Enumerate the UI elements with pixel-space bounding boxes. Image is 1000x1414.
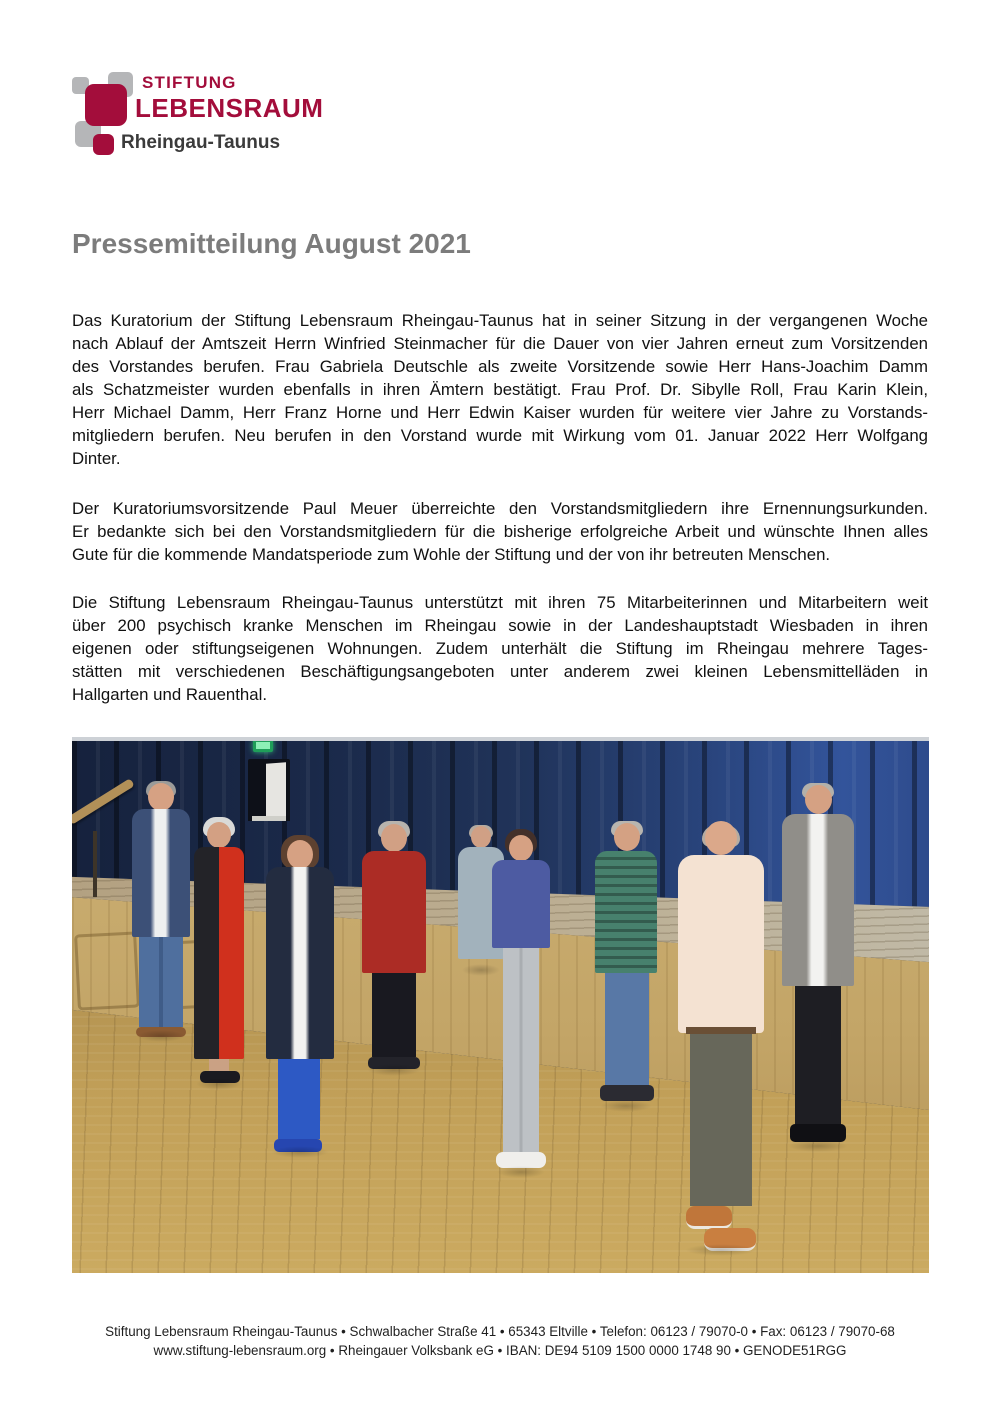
paragraph-certificates [72, 497, 928, 566]
door [248, 759, 290, 821]
logo-text-lebensraum: LEBENSRAUM [135, 93, 324, 123]
text-line: Gute für die kommende Mandatsperiode zum Wohle der Stiftung und der von ihr betreuten Menschen. [72, 545, 831, 564]
text-line: Der Kuratoriumsvorsitzende Paul Meuer überreichte den Vorstandsmitgliedern ihre Ernennungsurkunden. [72, 499, 928, 518]
door-threshold [252, 816, 286, 821]
page-title: Pressemitteilung August 2021 [72, 228, 471, 259]
text-line: stätten mit verschiedenen Beschäftigungsangeboten unter anderem zwei kleinen Lebensmittelläden in [72, 662, 928, 681]
door-leaf [266, 762, 286, 817]
person-figure-red-polo [362, 821, 426, 1071]
paragraph-foundation-info [72, 591, 928, 706]
person-figure-black-red-dress [192, 817, 246, 1085]
person-figure-navy-suit [132, 781, 190, 1037]
person-figure-navy-blazer [266, 835, 334, 1153]
text-line: mitgliedern berufen. Neu berufen in den Vorstand wurde mit Wirkung vom 01. Januar 2022 Herr Wolfgang [72, 426, 928, 445]
handrail-post [93, 831, 97, 897]
logo-red-square-icon [93, 134, 114, 155]
person-figure-gray-suit [782, 783, 854, 1147]
text-line: Das Kuratorium der Stiftung Lebensraum Rheingau-Taunus hat in seiner Sitzung in der vergangenen Woche [72, 311, 928, 330]
text-line: des Vorstandes berufen. Frau Gabriela Deutschle als zweite Vorsitzende sowie Herr Hans-Joachim Damm [72, 357, 928, 376]
logo-text-stiftung: STIFTUNG [142, 73, 237, 92]
group-photo [72, 737, 929, 1273]
paragraph-board-appointments [72, 309, 928, 470]
text-line: Die Stiftung Lebensraum Rheingau-Taunus unterstützt mit ihren 75 Mitarbeiterinnen und Mitarbeitern weit [72, 593, 928, 612]
text-line: Herr Michael Damm, Herr Franz Horne und Herr Edwin Kaiser wurden für weitere vier Jahre zu Vorstands- [72, 403, 928, 422]
footer-bank-line: www.stiftung-lebensraum.org • Rheingauer Volksbank eG • IBAN: DE94 5109 1500 0000 1748 90 • GENODE51RGG [153, 1343, 847, 1358]
text-line: eigenen oder stiftungseigenen Wohnungen. Zudem unterhält die Stiftung im Rheingau mehrere Tages- [72, 639, 928, 658]
person-figure-cream-shirt [678, 821, 764, 1251]
stiftung-lebensraum-logo [0, 0, 400, 180]
logo-text-region: Rheingau-Taunus [121, 132, 281, 153]
text-line: nach Ablauf der Amtszeit Herrn Winfried Steinmacher für die Dauer von vier Jahren erneut zum Vorsitzenden [72, 334, 928, 353]
stage-panel-decor [74, 931, 140, 1010]
text-line: über 200 psychisch kranke Menschen im Rheingau sowie in der Landeshauptstadt Wiesbaden in ihren [72, 616, 928, 635]
text-line: Hallgarten und Rauenthal. [72, 685, 267, 704]
person-figure-blue-tshirt [492, 829, 550, 1173]
ceiling-strip [72, 737, 929, 741]
person-figure-striped-polo [595, 821, 657, 1107]
logo-red-square-icon [85, 84, 127, 126]
text-line: als Schatzmeister wurden ebenfalls in ihren Ämtern bestätigt. Frau Prof. Dr. Sibylle Roll, Frau Karin Klein, [72, 380, 928, 399]
text-line: Dinter. [72, 449, 121, 468]
exit-sign-glyph [256, 742, 270, 749]
footer [0, 1322, 1000, 1360]
footer-contact-line: Stiftung Lebensraum Rheingau-Taunus • Schwalbacher Straße 41 • 65343 Eltville • Telefon: 06123 / 79070-0 • Fax: 06123 / 79070-68 [105, 1324, 895, 1339]
text-line: Er bedankte sich bei den Vorstandsmitgliedern für die bisherige erfolgreiche Arbeit und wünschte Ihnen alles [72, 522, 928, 541]
